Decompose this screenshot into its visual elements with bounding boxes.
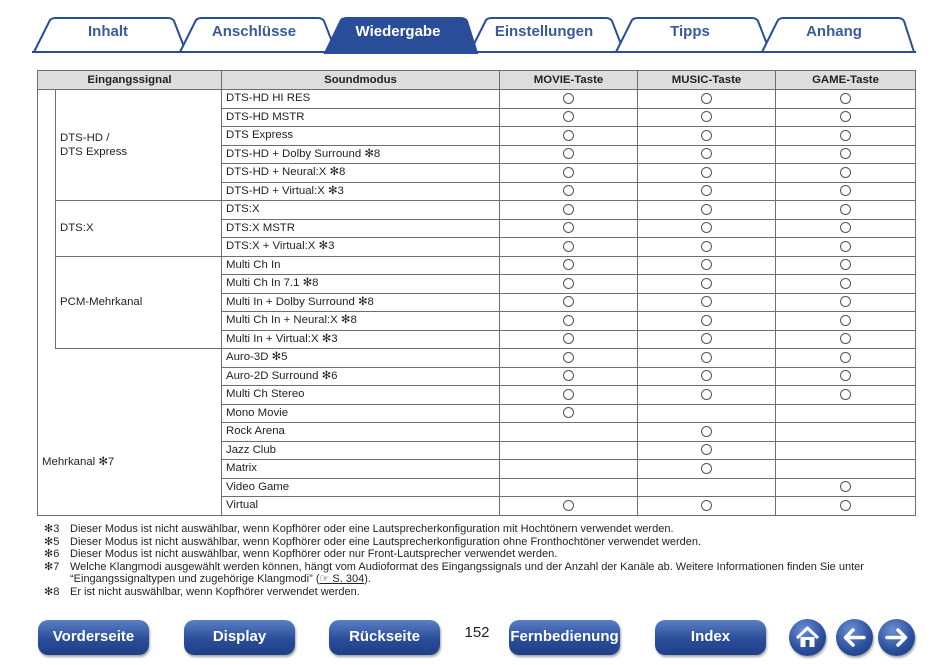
music-cell <box>638 293 776 312</box>
footnote-body: Dieser Modus ist nicht auswählbar, wenn Kopfhörer oder eine Lautsprecherkonfiguration mit Hochtönern verwendet werden. <box>70 523 674 535</box>
display-button[interactable]: Display <box>184 620 295 655</box>
outer-group-spacer <box>38 90 56 349</box>
music-cell <box>638 164 776 183</box>
game-cell <box>776 478 916 497</box>
available-circle-icon <box>563 241 574 252</box>
footnotes <box>44 523 904 598</box>
game-cell <box>776 256 916 275</box>
arrow-left-icon <box>836 619 873 656</box>
game-cell <box>776 423 916 442</box>
footnote-text <box>70 536 904 549</box>
tab-wiedergabe[interactable]: Wiedergabe <box>355 23 441 40</box>
available-circle-icon <box>840 204 851 215</box>
footnote-text <box>70 586 904 599</box>
sound-mode-cell: DTS:X MSTR <box>222 219 500 238</box>
sound-mode-cell: DTS-HD + Neural:X ✻8 <box>222 164 500 183</box>
movie-cell <box>500 219 638 238</box>
game-cell <box>776 330 916 349</box>
front-page-button[interactable]: Vorderseite <box>38 620 149 655</box>
movie-cell <box>500 108 638 127</box>
available-circle-icon <box>563 370 574 381</box>
available-circle-icon <box>701 93 712 104</box>
available-circle-icon <box>840 259 851 270</box>
available-circle-icon <box>701 167 712 178</box>
music-cell <box>638 90 776 109</box>
movie-cell <box>500 256 638 275</box>
header-sound-mode: Soundmodus <box>222 71 500 90</box>
music-cell <box>638 497 776 516</box>
movie-cell <box>500 238 638 257</box>
header-movie-button: MOVIE-Taste <box>500 71 638 90</box>
sound-mode-cell: Multi Ch In + Neural:X ✻8 <box>222 312 500 331</box>
sound-mode-cell: Mono Movie <box>222 404 500 423</box>
input-signal-group-label: DTS-HD / DTS Express <box>56 90 222 201</box>
footnote-body: Dieser Modus ist nicht auswählbar, wenn Kopfhörer oder eine Lautsprecherkonfiguration ohne Fronthochtöner verwendet werden. <box>70 535 702 548</box>
movie-cell <box>500 127 638 146</box>
game-cell <box>776 441 916 460</box>
available-circle-icon <box>840 148 851 159</box>
movie-cell <box>500 330 638 349</box>
available-circle-icon <box>701 259 712 270</box>
movie-cell <box>500 478 638 497</box>
header-game-button: GAME-Taste <box>776 71 916 90</box>
footnote <box>44 523 904 536</box>
music-cell <box>638 127 776 146</box>
music-cell <box>638 460 776 479</box>
available-circle-icon <box>701 222 712 233</box>
available-circle-icon <box>701 352 712 363</box>
game-cell <box>776 182 916 201</box>
sound-mode-cell: Jazz Club <box>222 441 500 460</box>
table-row <box>38 256 916 275</box>
music-cell <box>638 108 776 127</box>
game-cell <box>776 404 916 423</box>
table-row <box>38 90 916 109</box>
input-signal-group-label: DTS:X <box>56 201 222 257</box>
available-circle-icon <box>563 333 574 344</box>
tab-tipps[interactable]: Tipps <box>670 23 710 40</box>
remote-control-button[interactable]: Fernbedienung <box>509 620 620 655</box>
movie-cell <box>500 460 638 479</box>
footnote-text <box>70 548 904 561</box>
available-circle-icon <box>701 204 712 215</box>
available-circle-icon <box>563 167 574 178</box>
music-cell <box>638 312 776 331</box>
game-cell <box>776 145 916 164</box>
available-circle-icon <box>563 111 574 122</box>
music-cell <box>638 219 776 238</box>
available-circle-icon <box>840 111 851 122</box>
available-circle-icon <box>840 185 851 196</box>
available-circle-icon <box>840 167 851 178</box>
available-circle-icon <box>840 222 851 233</box>
arrow-right-icon <box>878 619 915 656</box>
available-circle-icon <box>701 333 712 344</box>
movie-cell <box>500 386 638 405</box>
footnote <box>44 586 904 599</box>
tab-inhalt[interactable]: Inhalt <box>88 23 128 40</box>
available-circle-icon <box>840 333 851 344</box>
header-input-signal: Eingangssignal <box>38 71 222 90</box>
game-cell <box>776 90 916 109</box>
available-circle-icon <box>840 370 851 381</box>
game-cell <box>776 164 916 183</box>
music-cell <box>638 423 776 442</box>
sound-mode-cell: DTS-HD + Dolby Surround ✻8 <box>222 145 500 164</box>
music-cell <box>638 478 776 497</box>
available-circle-icon <box>701 370 712 381</box>
available-circle-icon <box>563 222 574 233</box>
available-circle-icon <box>701 241 712 252</box>
available-circle-icon <box>840 389 851 400</box>
available-circle-icon <box>563 296 574 307</box>
input-signal-group-label: Mehrkanal ✻7 <box>38 349 222 516</box>
table-header-row <box>38 71 916 90</box>
game-cell <box>776 367 916 386</box>
music-cell <box>638 238 776 257</box>
available-circle-icon <box>563 278 574 289</box>
music-cell <box>638 367 776 386</box>
footnote-mark: ✻5 <box>44 535 60 548</box>
music-cell <box>638 145 776 164</box>
sound-mode-cell: DTS:X <box>222 201 500 220</box>
movie-cell <box>500 145 638 164</box>
table-body <box>38 90 916 516</box>
available-circle-icon <box>563 185 574 196</box>
movie-cell <box>500 497 638 516</box>
available-circle-icon <box>840 278 851 289</box>
sound-mode-cell: DTS Express <box>222 127 500 146</box>
available-circle-icon <box>701 315 712 326</box>
footnote-text <box>70 561 904 586</box>
sound-mode-cell: DTS-HD + Virtual:X ✻3 <box>222 182 500 201</box>
index-button[interactable]: Index <box>655 620 766 655</box>
movie-cell <box>500 90 638 109</box>
game-cell <box>776 127 916 146</box>
header-music-button: MUSIC-Taste <box>638 71 776 90</box>
forward-arrow-button[interactable] <box>878 619 915 656</box>
available-circle-icon <box>701 130 712 141</box>
game-cell <box>776 219 916 238</box>
movie-cell <box>500 349 638 368</box>
music-cell <box>638 404 776 423</box>
page-reference-link[interactable]: ☞ S. 304 <box>319 573 365 585</box>
footnote <box>44 561 904 586</box>
table-row <box>38 349 916 368</box>
available-circle-icon <box>840 500 851 511</box>
movie-cell <box>500 312 638 331</box>
back-arrow-button[interactable] <box>836 619 873 656</box>
music-cell <box>638 275 776 294</box>
available-circle-icon <box>563 130 574 141</box>
sound-mode-cell: Auro-2D Surround ✻6 <box>222 367 500 386</box>
input-signal-group-label: PCM-Mehrkanal <box>56 256 222 349</box>
table-row <box>38 201 916 220</box>
available-circle-icon <box>840 315 851 326</box>
available-circle-icon <box>563 148 574 159</box>
sound-mode-cell: Multi In + Dolby Surround ✻8 <box>222 293 500 312</box>
footnote-body: Dieser Modus ist nicht auswählbar, wenn Kopfhörer oder nur Front-Lautsprecher verwendet werden. <box>70 548 558 560</box>
footnote <box>44 548 904 561</box>
movie-cell <box>500 367 638 386</box>
sound-mode-cell: Multi In + Virtual:X ✻3 <box>222 330 500 349</box>
game-cell <box>776 312 916 331</box>
footnote-body: Welche Klangmodi ausgewählt werden können, hängt vom Audioformat des Eingangssignals und der Anzahl der Kanäle ab. Weitere Informationen finden Sie unter “Eingangssignaltypen und zugehörige Klangmodi” ( <box>70 560 864 585</box>
tab-bar <box>0 0 950 56</box>
sound-mode-cell: DTS-HD MSTR <box>222 108 500 127</box>
sound-mode-cell: DTS-HD HI RES <box>222 90 500 109</box>
available-circle-icon <box>563 259 574 270</box>
game-cell <box>776 108 916 127</box>
movie-cell <box>500 275 638 294</box>
sound-mode-cell: Multi Ch In 7.1 ✻8 <box>222 275 500 294</box>
sound-mode-cell: Multi Ch Stereo <box>222 386 500 405</box>
available-circle-icon <box>840 130 851 141</box>
sound-mode-cell: Auro-3D ✻5 <box>222 349 500 368</box>
available-circle-icon <box>840 241 851 252</box>
available-circle-icon <box>563 500 574 511</box>
footnote-mark: ✻3 <box>44 523 60 535</box>
game-cell <box>776 238 916 257</box>
tab-anhang[interactable]: Anhang <box>806 23 862 40</box>
page-number: 152 <box>464 624 490 641</box>
available-circle-icon <box>701 444 712 455</box>
movie-cell <box>500 404 638 423</box>
music-cell <box>638 441 776 460</box>
available-circle-icon <box>701 500 712 511</box>
available-circle-icon <box>701 296 712 307</box>
available-circle-icon <box>563 407 574 418</box>
sound-mode-cell: Rock Arena <box>222 423 500 442</box>
back-panel-button[interactable]: Rückseite <box>329 620 440 655</box>
footnote-mark: ✻7 <box>44 560 60 573</box>
tab-einstellungen[interactable]: Einstellungen <box>494 23 594 40</box>
movie-cell <box>500 201 638 220</box>
available-circle-icon <box>840 296 851 307</box>
available-circle-icon <box>701 463 712 474</box>
music-cell <box>638 330 776 349</box>
game-cell <box>776 275 916 294</box>
available-circle-icon <box>563 93 574 104</box>
available-circle-icon <box>840 352 851 363</box>
game-cell <box>776 497 916 516</box>
game-cell <box>776 460 916 479</box>
movie-cell <box>500 182 638 201</box>
game-cell <box>776 386 916 405</box>
sound-mode-cell: Video Game <box>222 478 500 497</box>
music-cell <box>638 256 776 275</box>
sound-mode-cell: Virtual <box>222 497 500 516</box>
sound-mode-cell: Multi Ch In <box>222 256 500 275</box>
tab-anschluesse[interactable]: Anschlüsse <box>211 23 297 40</box>
music-cell <box>638 182 776 201</box>
movie-cell <box>500 423 638 442</box>
music-cell <box>638 386 776 405</box>
movie-cell <box>500 164 638 183</box>
available-circle-icon <box>563 204 574 215</box>
game-cell <box>776 349 916 368</box>
footnote-mark: ✻6 <box>44 548 60 560</box>
footnote-mark: ✻8 <box>44 585 60 598</box>
available-circle-icon <box>840 93 851 104</box>
music-cell <box>638 201 776 220</box>
available-circle-icon <box>840 481 851 492</box>
available-circle-icon <box>701 185 712 196</box>
music-cell <box>638 349 776 368</box>
footnote <box>44 536 904 549</box>
footnote-body-end: ). <box>364 573 371 585</box>
available-circle-icon <box>701 389 712 400</box>
sound-mode-cell: DTS:X + Virtual:X ✻3 <box>222 238 500 257</box>
movie-cell <box>500 441 638 460</box>
movie-cell <box>500 293 638 312</box>
footnote-body: Er ist nicht auswählbar, wenn Kopfhörer verwendet werden. <box>70 585 360 598</box>
available-circle-icon <box>701 426 712 437</box>
sound-mode-cell: Matrix <box>222 460 500 479</box>
available-circle-icon <box>701 278 712 289</box>
home-icon <box>789 619 826 656</box>
available-circle-icon <box>701 111 712 122</box>
footnote-text <box>70 523 904 536</box>
game-cell <box>776 293 916 312</box>
home-button[interactable] <box>789 619 826 656</box>
available-circle-icon <box>563 389 574 400</box>
available-circle-icon <box>563 352 574 363</box>
available-circle-icon <box>701 148 712 159</box>
sound-mode-table <box>37 70 916 516</box>
available-circle-icon <box>563 315 574 326</box>
game-cell <box>776 201 916 220</box>
